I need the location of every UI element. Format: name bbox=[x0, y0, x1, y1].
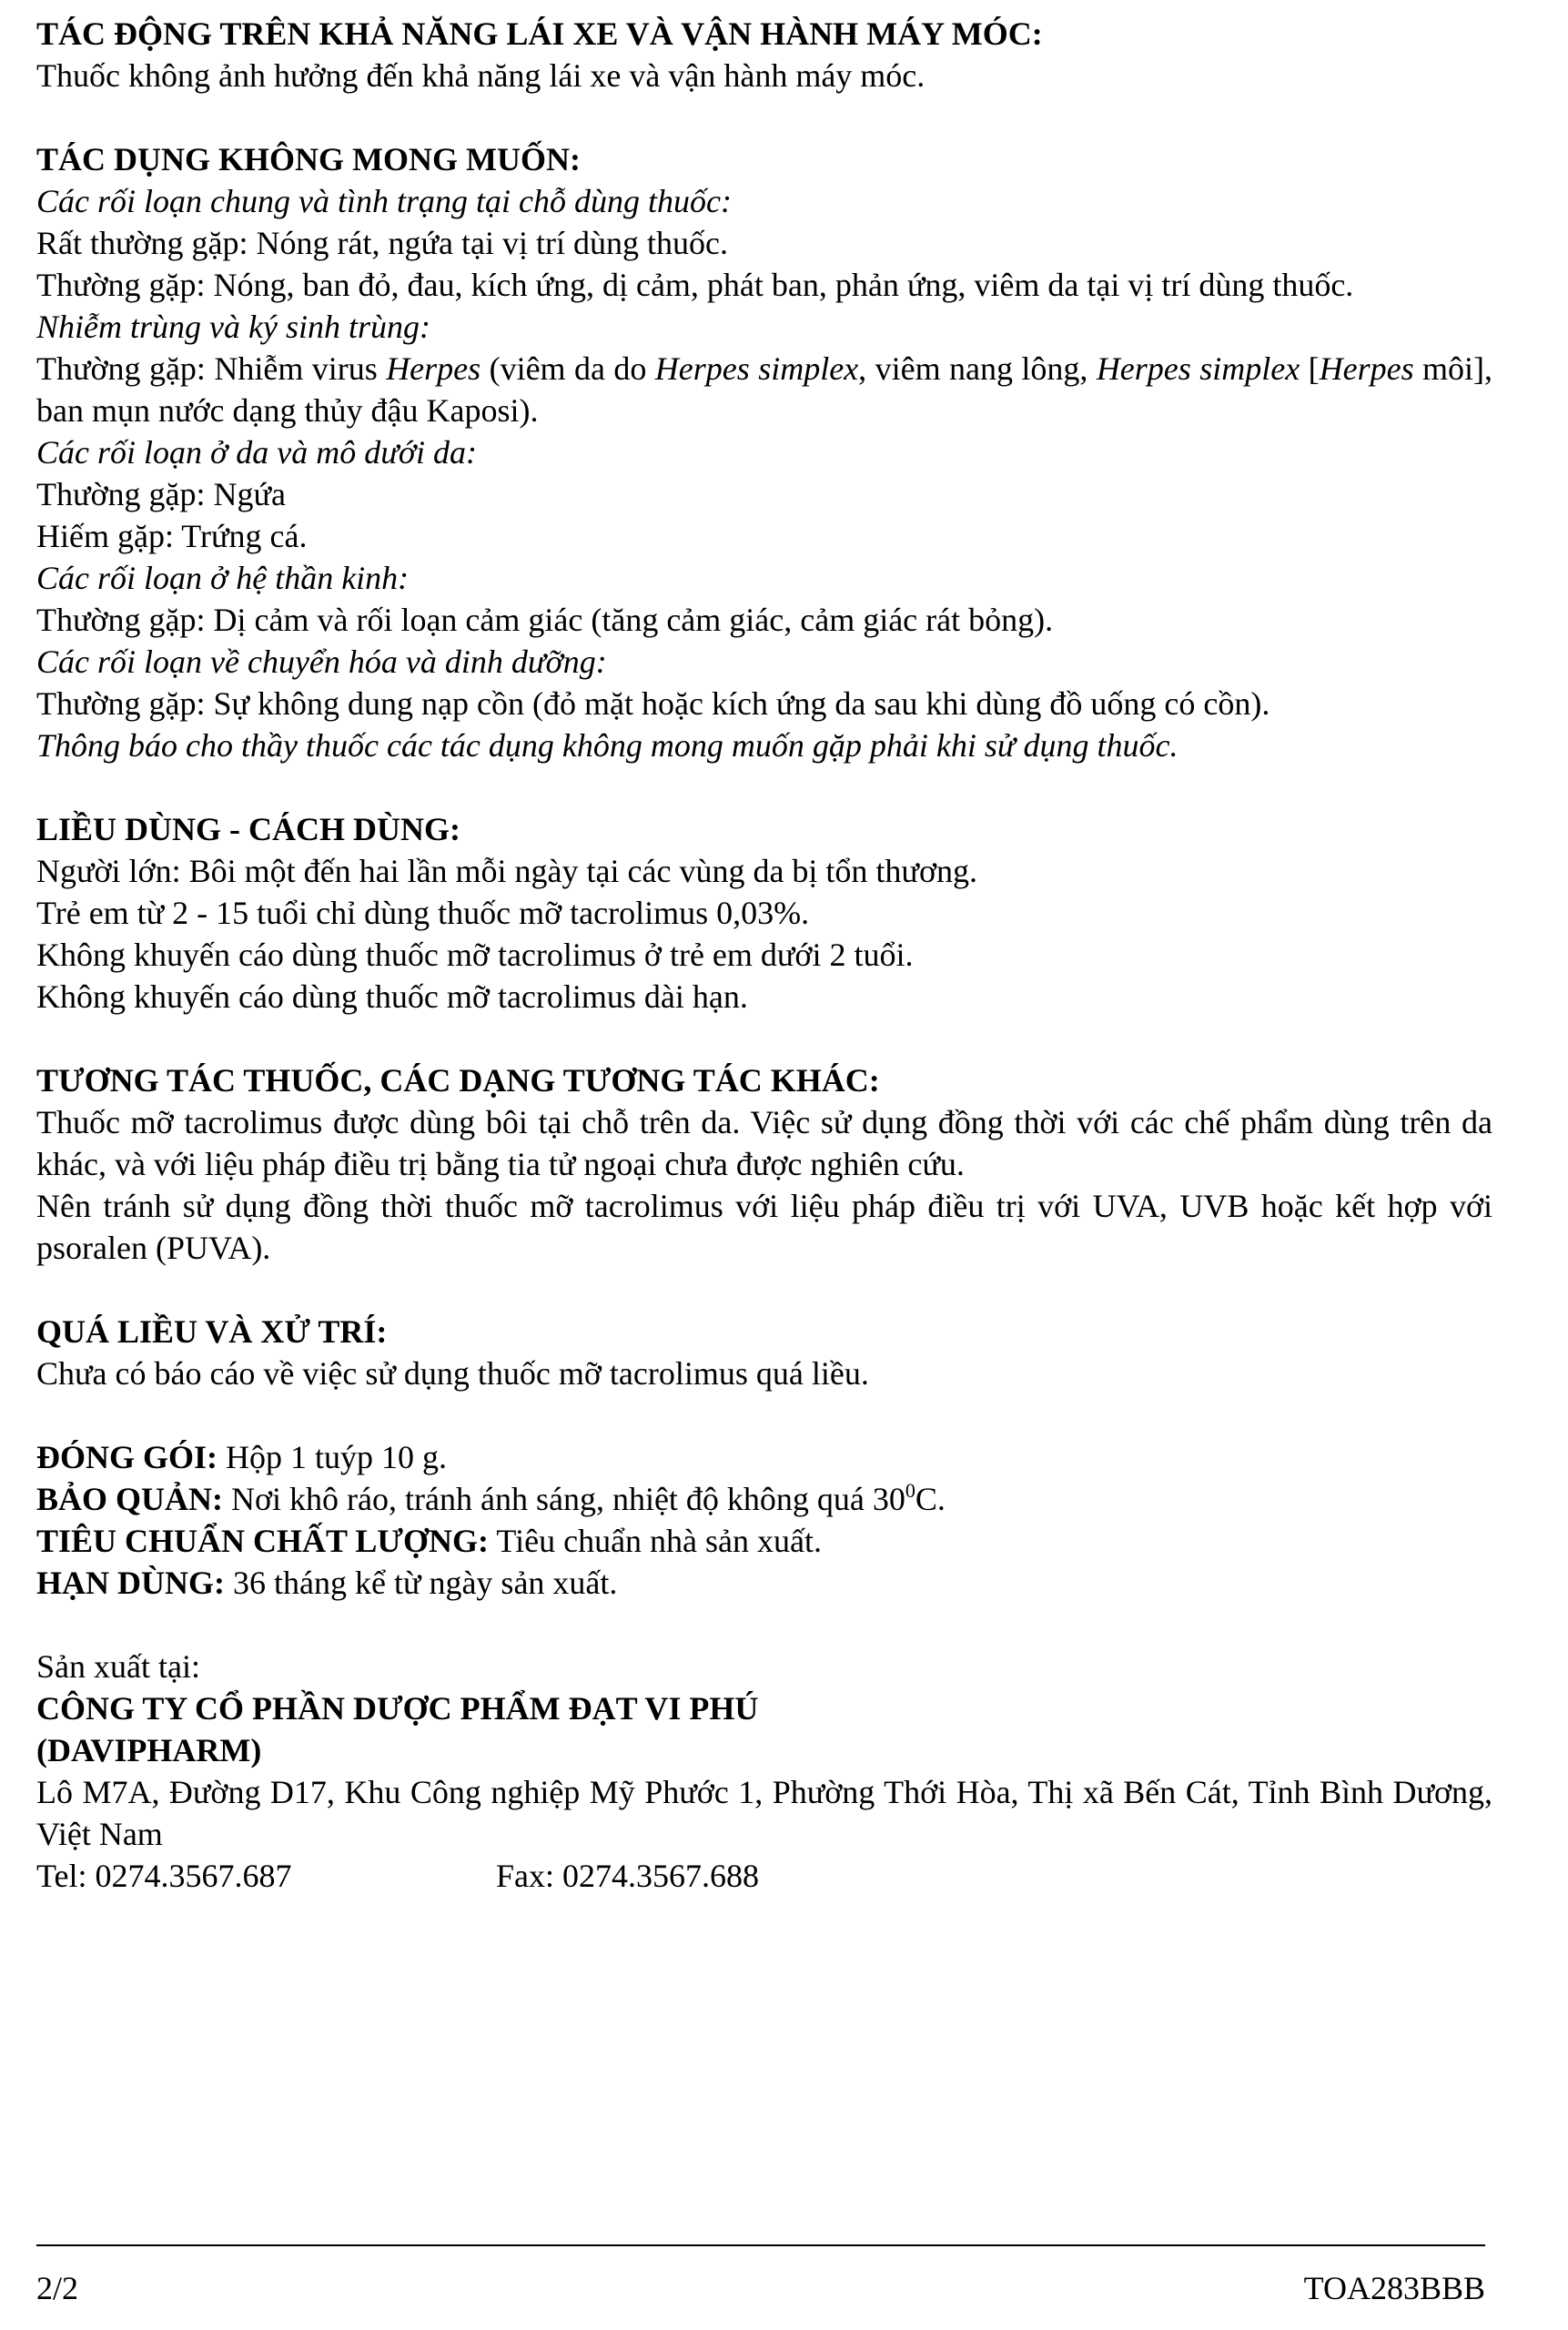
phone-number: Tel: 0274.3567.687 bbox=[36, 1858, 292, 1894]
italic-term: Herpes simplex bbox=[654, 350, 859, 387]
footer-divider bbox=[36, 2244, 1485, 2246]
section-manufacturer bbox=[36, 1646, 1492, 1897]
text-driving: Thuốc không ảnh hưởng đến khả năng lái xe và vận hành máy móc. bbox=[36, 57, 926, 94]
packaging-label: ĐÓNG GÓI: bbox=[36, 1439, 218, 1475]
section-interactions bbox=[36, 1059, 1492, 1269]
text-run: (viêm da do bbox=[481, 350, 655, 387]
expiry-value: 36 tháng kể từ ngày sản xuất. bbox=[224, 1565, 618, 1601]
heading-interactions: TƯƠNG TÁC THUỐC, CÁC DẠNG TƯƠNG TÁC KHÁC: bbox=[36, 1062, 880, 1099]
expiry-line bbox=[36, 1562, 1492, 1604]
side-effect-line bbox=[36, 348, 1492, 431]
side-effect-line: Hiếm gặp: Trứng cá. bbox=[36, 518, 308, 554]
side-effect-line: Thường gặp: Ngứa bbox=[36, 476, 287, 512]
text-run: , viêm nang lông, bbox=[858, 350, 1097, 387]
page-number: 2/2 bbox=[36, 2270, 79, 2306]
degree-superscript: 0 bbox=[905, 1479, 916, 1502]
group-title-infection: Nhiễm trùng và ký sinh trùng: bbox=[36, 309, 430, 345]
group-title-metabolism: Các rối loạn về chuyển hóa và dinh dưỡng: bbox=[36, 643, 607, 680]
italic-term: Herpes bbox=[1319, 350, 1414, 387]
side-effect-note: Thông báo cho thầy thuốc các tác dụng không mong muốn gặp phải khi sử dụng thuốc. bbox=[36, 727, 1179, 764]
section-driving bbox=[36, 13, 1492, 96]
made-at-label: Sản xuất tại: bbox=[36, 1648, 200, 1685]
dosage-line: Không khuyến cáo dùng thuốc mỡ tacrolimus dài hạn. bbox=[36, 978, 748, 1015]
packaging-line bbox=[36, 1436, 1492, 1478]
packaging-value: Hộp 1 tuýp 10 g. bbox=[217, 1439, 448, 1475]
side-effect-line: Thường gặp: Nóng, ban đỏ, đau, kích ứng, dị cảm, phát ban, phản ứng, viêm da tại vị trí dùng thuốc. bbox=[36, 267, 1354, 303]
group-title-general: Các rối loạn chung và tình trạng tại chỗ dùng thuốc: bbox=[36, 183, 732, 219]
dosage-line: Không khuyến cáo dùng thuốc mỡ tacrolimus ở trẻ em dưới 2 tuổi. bbox=[36, 937, 914, 973]
company-name: CÔNG TY CỔ PHẦN DƯỢC PHẨM ĐẠT VI PHÚ bbox=[36, 1690, 759, 1727]
company-short-name: (DAVIPHARM) bbox=[36, 1732, 262, 1768]
storage-line bbox=[36, 1478, 1492, 1520]
storage-unit: C. bbox=[915, 1481, 946, 1517]
group-title-nervous: Các rối loạn ở hệ thần kinh: bbox=[36, 560, 410, 596]
quality-label: TIÊU CHUẨN CHẤT LƯỢNG: bbox=[36, 1523, 490, 1559]
section-overdose bbox=[36, 1311, 1492, 1394]
section-side-effects bbox=[36, 138, 1492, 766]
dosage-line: Người lớn: Bôi một đến hai lần mỗi ngày tại các vùng da bị tổn thương. bbox=[36, 853, 977, 889]
dosage-line: Trẻ em từ 2 - 15 tuổi chỉ dùng thuốc mỡ tacrolimus 0,03%. bbox=[36, 895, 810, 931]
italic-term: Herpes simplex bbox=[1096, 350, 1300, 387]
section-product-info bbox=[36, 1436, 1492, 1604]
interaction-paragraph: Thuốc mỡ tacrolimus được dùng bôi tại chỗ trên da. Việc sử dụng đồng thời với các chế phẩm dùng trên da khác, và với liệu pháp điều trị bằng tia tử ngoại chưa được nghiên cứu. bbox=[36, 1104, 1492, 1182]
storage-value: Nơi khô ráo, tránh ánh sáng, nhiệt độ không quá 30 bbox=[223, 1481, 905, 1517]
heading-overdose: QUÁ LIỀU VÀ XỬ TRÍ: bbox=[36, 1313, 388, 1350]
section-dosage bbox=[36, 808, 1492, 1018]
text-run: Thường gặp: Nhiễm virus bbox=[36, 350, 387, 387]
document-code: TOA283BBB bbox=[1303, 2270, 1485, 2306]
page-footer bbox=[36, 2267, 1485, 2309]
storage-label: BẢO QUẢN: bbox=[36, 1481, 223, 1517]
contact-line bbox=[36, 1855, 1492, 1897]
quality-line bbox=[36, 1520, 1492, 1562]
heading-side-effects: TÁC DỤNG KHÔNG MONG MUỐN: bbox=[36, 141, 581, 177]
expiry-label: HẠN DÙNG: bbox=[36, 1565, 225, 1601]
side-effect-line: Thường gặp: Sự không dung nạp cồn (đỏ mặt hoặc kích ứng da sau khi dùng đồ uống có cồn). bbox=[36, 685, 1270, 722]
quality-value: Tiêu chuẩn nhà sản xuất. bbox=[489, 1523, 823, 1559]
side-effect-line: Rất thường gặp: Nóng rát, ngứa tại vị trí dùng thuốc. bbox=[36, 225, 728, 261]
fax-number: Fax: 0274.3567.688 bbox=[496, 1858, 760, 1894]
overdose-text: Chưa có báo cáo về việc sử dụng thuốc mỡ tacrolimus quá liều. bbox=[36, 1355, 869, 1392]
document-page bbox=[36, 13, 1492, 1897]
heading-driving: TÁC ĐỘNG TRÊN KHẢ NĂNG LÁI XE VÀ VẬN HÀNH MÁY MÓC: bbox=[36, 15, 1043, 52]
italic-term: Herpes bbox=[386, 350, 481, 387]
interaction-paragraph: Nên tránh sử dụng đồng thời thuốc mỡ tacrolimus với liệu pháp điều trị với UVA, UVB hoặc kết hợp với psoralen (PUVA). bbox=[36, 1188, 1492, 1266]
side-effect-line: Thường gặp: Dị cảm và rối loạn cảm giác (tăng cảm giác, cảm giác rát bỏng). bbox=[36, 602, 1054, 638]
company-address: Lô M7A, Đường D17, Khu Công nghiệp Mỹ Phước 1, Phường Thới Hòa, Thị xã Bến Cát, Tỉnh Bình Dương, Việt Nam bbox=[36, 1774, 1492, 1852]
text-run: môi], ban mụn nước dạng thủy đậu Kaposi). bbox=[36, 350, 1493, 429]
text-run: [ bbox=[1300, 350, 1320, 387]
group-title-skin: Các rối loạn ở da và mô dưới da: bbox=[36, 434, 478, 471]
heading-dosage: LIỀU DÙNG - CÁCH DÙNG: bbox=[36, 811, 460, 847]
